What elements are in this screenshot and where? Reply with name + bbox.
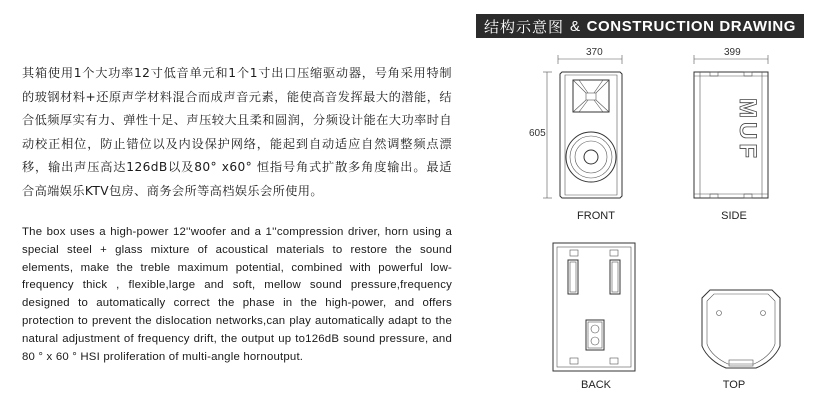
- description-english: The box uses a high-power 12''woofer and a 1''compression driver, horn using a special steel + glass mixture of acoustical materials to restore the sound elements, make the treble maximum potential, combined with powerful low-frequency thick , flexible,large and soft, mellow sound pressure,frequency designed to automatically correct the phase in the high-power, and offers protection to prevent the dislocation networks,can play automatically adapt to the natural adjustment of frequency drift, the output up to126dB sound pressure, and 80 ° x 60 ° HSI proliferation of multi-angle hornoutput.: [22, 226, 452, 363]
- header-title-en: CONSTRUCTION DRAWING: [586, 17, 797, 35]
- header-title-cn: 结构示意图: [483, 17, 564, 36]
- front-height-dimension: 605: [529, 128, 546, 139]
- side-view-drawing: [680, 50, 790, 205]
- front-width-dimension: 370: [586, 47, 603, 58]
- side-logo: MUF: [734, 98, 761, 162]
- top-view-drawing: [696, 286, 786, 376]
- construction-drawing-header: [476, 14, 804, 38]
- front-label: FRONT: [577, 210, 615, 222]
- side-depth-dimension: 399: [724, 47, 741, 58]
- side-label: SIDE: [721, 210, 747, 222]
- back-label: BACK: [581, 379, 611, 391]
- header-ampersand: &: [569, 17, 581, 35]
- back-view-drawing: [552, 242, 638, 374]
- description-chinese: 其箱使用1个大功率12寸低音单元和1个1寸出口压缩驱动器，号角采用特制的玻钢材料+还原声学材料混合而成声音元素，能使高音发挥最大的潜能，结合低频厚实有力、弹性十足、声压较大且柔和圆润，分频设计能在大功率时自动校正相位，防止错位以及内设保护网络，能起到自动适应自然调整频点漂移，输出声压高达126dB以及80° x60° 恒指号角式扩散多角度输出。最适合高端娱乐KTV包房、商务会所等高档娱乐会所使用。: [22, 66, 452, 198]
- top-label: TOP: [722, 379, 746, 391]
- front-view-drawing: [530, 50, 640, 205]
